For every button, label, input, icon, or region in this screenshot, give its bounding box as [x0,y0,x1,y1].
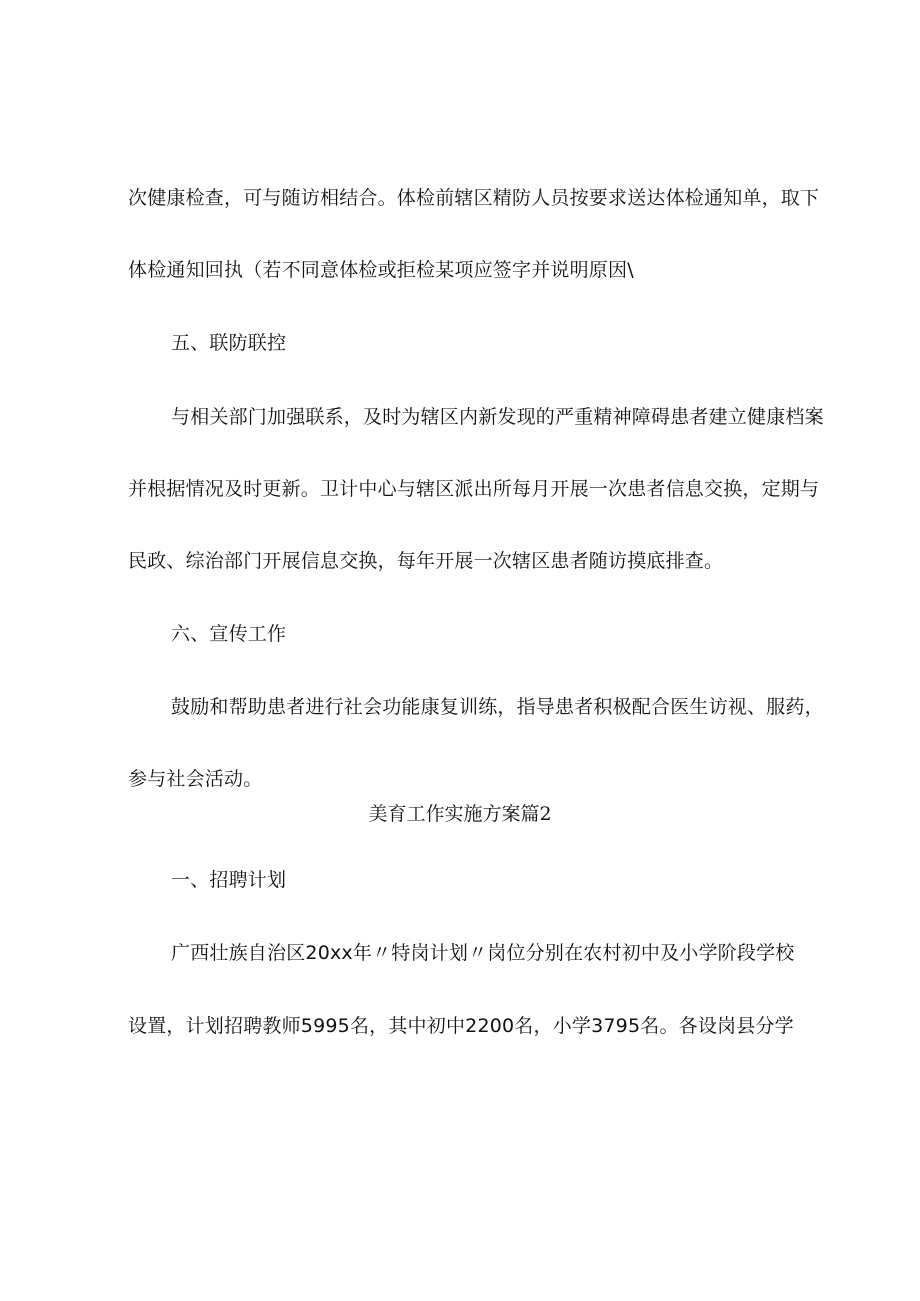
paragraph-line: 次健康检查，可与随访相结合。体检前辖区精防人员按要求送达体检通知单，取下 [128,187,820,209]
paragraph-line: 参与社会活动。 [128,768,263,790]
paragraph-line: 并根据情况及时更新。卫计中心与辖区派出所每月开展一次患者信息交换，定期与 [128,478,820,500]
section-heading-1: 一、招聘计划 [171,869,287,891]
paragraph-line: 鼓励和帮助患者进行社会功能康复训练，指导患者积极配合医生访视、服药， [171,696,824,718]
paragraph-line: 体检通知回执（若不同意体检或拒检某项应签字并说明原因\ [128,259,634,281]
paragraph-line: 广西壮族自治区20xx年〃特岗计划〃岗位分别在农村初中及小学阶段学校 [171,942,795,964]
section-heading-6: 六、宣传工作 [171,623,287,645]
paragraph-line: 设置，计划招聘教师5995名，其中初中2200名，小学3795名。各设岗县分学 [128,1015,794,1037]
paragraph-line: 与相关部门加强联系，及时为辖区内新发现的严重精神障碍患者建立健康档案 [171,406,824,428]
paragraph-line: 民政、综治部门开展信息交换，每年开展一次辖区患者随访摸底排查。 [128,550,724,572]
section-heading-5: 五、联防联控 [171,332,287,354]
document-section-title: 美育工作实施方案篇2 [368,803,552,825]
